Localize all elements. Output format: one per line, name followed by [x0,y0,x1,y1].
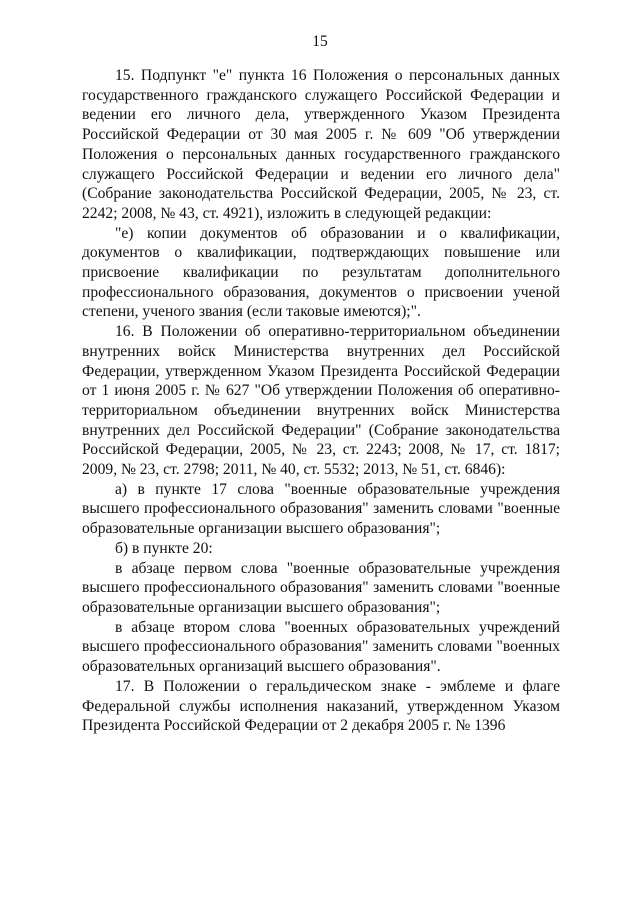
document-body [82,66,560,736]
paragraph-item-17: 17. В Положении о геральдическом знаке - эмблеме и флаге Федеральной службы исполнения наказаний, утвержденном Указом Президента Российской Федерации от 2 декабря 2005 г. № 1396 [82,677,560,735]
paragraph-item-15: 15. Подпункт "е" пункта 16 Положения о персональных данных государственного гражданского служащего Российской Федерации и ведении его личного дела, утвержденного Указом Президента Российской Федерации от 30 мая 2005 г. № 609 "Об утверждении Положения о персональных данных государственного гражданского служащего Российской Федерации и ведении его личного дела" (Собрание законодательства Российской Федерации, 2005, № 23, ст. 2242; 2008, № 43, ст. 4921), изложить в следующей редакции: [82,67,560,222]
paragraph-second-abzac: в абзаце втором слова "военных образовательных учреждений высшего профессионального образования" заменить словами "военных образовательных организаций высшего образования". [82,618,560,676]
page-number: 15 [312,33,328,50]
paragraph-subitem-b: б) в пункте 20: [115,539,213,557]
paragraph-item-16: 16. В Положении об оперативно-территориальном объединении внутренних войск Министерства внутренних дел Российской Федерации, утвержденном Указом Президента Российской Федерации от 1 июня 2005 г. № 627 "Об утверждении Положения об оперативно-территориальном объединении внутренних войск Министерства внутренних дел Российской Федерации" (Собрание законодательства Российской Федерации, 2005, № 23, ст. 2243; 2008, № 17, ст. 1817; 2009, № 23, ст. 2798; 2011, № 40, ст. 5532; 2013, № 51, ст. 6846): [82,323,560,479]
paragraph-quoted-subitem-e: "е) копии документов об образовании и о квалификации, документов о квалификации, подтверждающих повышение или присвоение квалификации по результатам дополнительного профессионального образования, документов о присвоении ученой степени, ученого звания (если таковые имеются);". [82,224,560,321]
paragraph-first-abzac: в абзаце первом слова "военные образовательные учреждения высшего профессионального образования" заменить словами "военные образовательные организации высшего образования"; [82,559,560,616]
paragraph-subitem-a: а) в пункте 17 слова "военные образовательные учреждения высшего профессионального образования" заменить словами "военные образовательные организации высшего образования"; [82,480,560,538]
